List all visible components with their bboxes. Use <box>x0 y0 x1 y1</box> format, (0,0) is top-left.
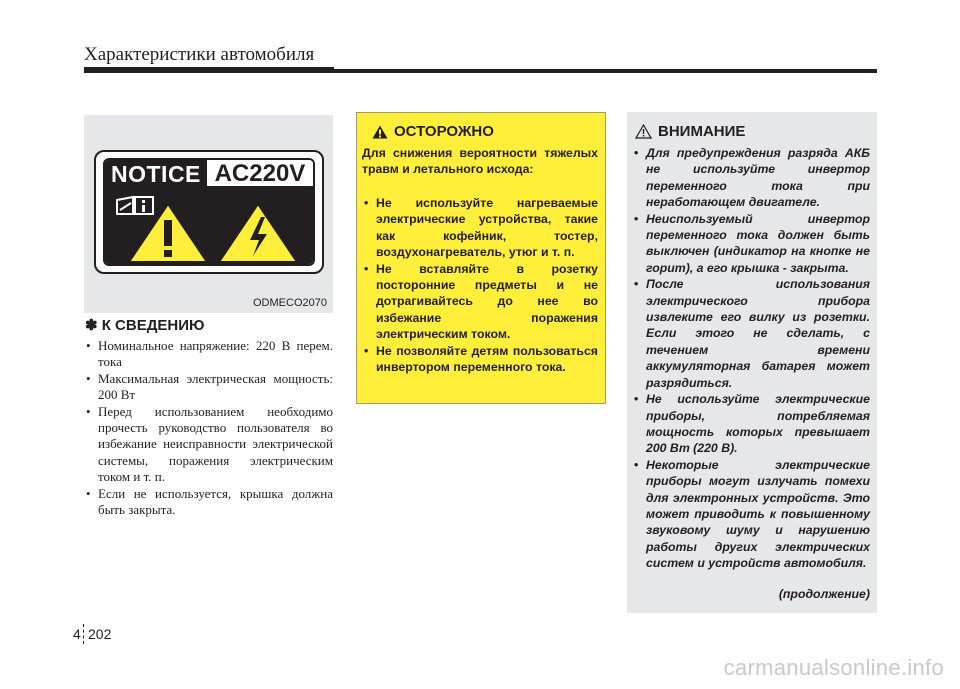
warning-title-text: ОСТОРОЖНО <box>394 123 494 140</box>
page-number: 202 <box>88 626 112 642</box>
notice-word: NOTICE <box>105 160 207 188</box>
list-item: • Неиспользуемый инвертор переменного тока должен быть выключен (индикатор на кнопке не горит), а его крышка - закрыта. <box>632 211 870 277</box>
list-item: • Максимальная электрическая мощность: 200 Вт <box>85 371 333 404</box>
list-item: • Не вставляйте в розетку посторонние предметы и не дотрагивайтесь до нее во избежание поражения электрическим током. <box>362 261 598 343</box>
exclamation-warning-icon <box>127 202 209 264</box>
notice-voltage: AC220V <box>207 160 313 188</box>
caution-list <box>632 145 870 572</box>
list-item: • Если не используется, крышка должна быть закрыта. <box>85 486 333 519</box>
chapter-number: 4 <box>73 626 81 642</box>
caution-title-text: ВНИМАНИЕ <box>658 123 746 140</box>
list-item: • Не позволяйте детям пользоваться инвертором переменного тока. <box>362 343 598 376</box>
caution-title <box>635 123 745 140</box>
list-item: • Некоторые электрические приборы могут излучать помехи для электронных устройств. Это может приводить к повышенному звуковому шуму и нарушению работы других электрических систем и устройств автомобиля. <box>632 457 870 572</box>
warning-list <box>362 195 598 375</box>
page-header-title: Характеристики автомобиля <box>84 44 315 65</box>
info-list <box>85 338 333 518</box>
warning-title <box>372 123 494 140</box>
notice-label-body <box>105 188 313 266</box>
list-item: • Для предупреждения разряда АКБ не используйте инвертор переменного тока при неработающем двигателе. <box>632 145 870 211</box>
watermark: carmanualsonline.info <box>723 655 944 680</box>
notice-label-header <box>105 160 313 188</box>
page-number-separator <box>83 624 84 644</box>
continued-note: (продолжение) <box>778 587 870 601</box>
header-rule-accent <box>84 67 334 73</box>
warning-intro: Для снижения вероятности тяжелых травм и летального исхода: <box>362 146 598 177</box>
list-item: • Не используйте нагреваемые электрические устройства, такие как кофейник, тостер, воздухонагреватель, утюг и т. п. <box>362 195 598 261</box>
notice-label-illustration <box>94 150 324 274</box>
list-item: • Перед использованием необходимо прочесть руководство пользователя во избежание неисправности электрической системы, поражения электрическим током и т. п. <box>85 404 333 486</box>
info-title: ✽ К СВЕДЕНИЮ <box>85 317 205 334</box>
figure-code: ODMECO2070 <box>253 297 327 309</box>
list-item: • После использования электрического прибора извлеките его вилку из розетки. Если этого не сделать, с течением времени аккумуляторная батарея может разрядиться. <box>632 276 870 391</box>
list-item: • Не используйте электрические приборы, потребляемая мощность которых превышает 200 Вт (220 В). <box>632 391 870 457</box>
list-item: • Номинальное напряжение: 220 В перем. тока <box>85 338 333 371</box>
notice-label-frame <box>103 158 315 266</box>
electric-shock-icon <box>217 202 299 264</box>
caution-triangle-icon <box>635 124 652 139</box>
warning-triangle-icon <box>372 125 388 139</box>
